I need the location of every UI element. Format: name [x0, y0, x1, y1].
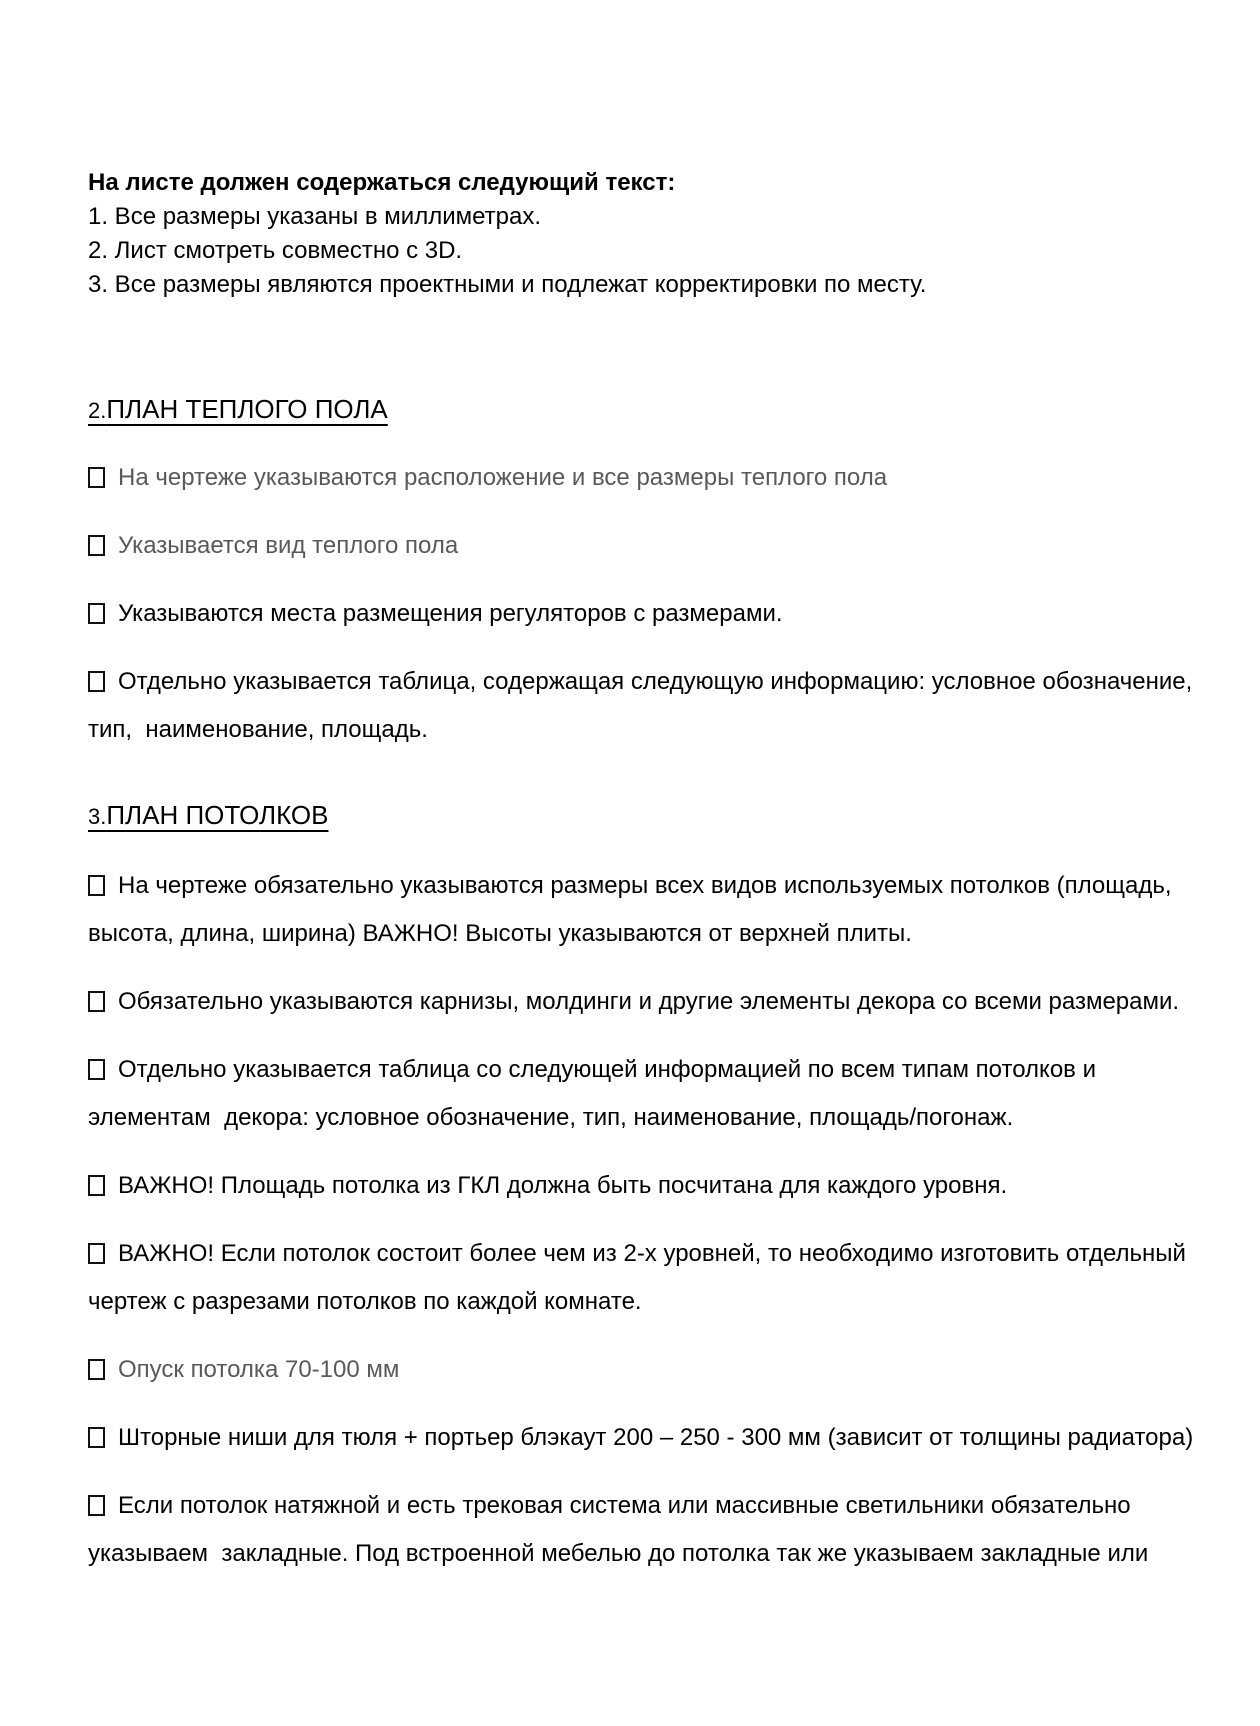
intro-note-1: 1. Все размеры указаны в миллиметрах.: [88, 203, 542, 230]
intro-block: [88, 166, 1220, 302]
section-title: ПЛАН ТЕПЛОГО ПОЛА: [106, 394, 388, 424]
checklist-item-text: На чертеже обязательно указываются размеры всех видов используемых потолков (площадь, высота, длина, ширина) ВАЖНО! Высоты указываются от верхней плиты.: [88, 872, 1185, 947]
checklist-item-text: Указывается вид теплого пола: [118, 532, 459, 559]
section-heading-warm-floor: [88, 392, 388, 428]
checklist-item: [88, 1414, 1220, 1462]
intro-note-3: 3. Все размеры являются проектными и подлежат корректировки по месту.: [88, 271, 927, 298]
checkbox-icon: [88, 1427, 105, 1448]
section-number: 3.: [88, 804, 107, 829]
checklist-item-text: ВАЖНО! Площадь потолка из ГКЛ должна быть посчитана для каждого уровня.: [118, 1172, 1008, 1199]
checklist-item-text: Указываются места размещения регуляторов с размерами.: [118, 600, 783, 627]
checklist-item: [88, 862, 1220, 958]
intro-heading: На листе должен содержаться следующий текст:: [88, 169, 676, 196]
checklist-item-text: Если потолок натяжной и есть трековая система или массивные светильники обязательно указываем закладные. Под встроенной мебелью до потолка так же указываем закладные или: [88, 1492, 1149, 1567]
checklist-item-text: Отдельно указывается таблица, содержащая следующую информацию: условное обозначение, тип, наименование, площадь.: [88, 668, 1199, 743]
checkbox-icon: [88, 467, 105, 488]
checkbox-icon: [88, 1243, 105, 1264]
checkbox-icon: [88, 1359, 105, 1380]
checkbox-icon: [88, 603, 105, 624]
checklist-item-text: Шторные ниши для тюля + портьер блэкаут 200 – 250 - 300 мм (зависит от толщины радиатора): [118, 1424, 1194, 1451]
checklist-item: [88, 1482, 1220, 1578]
checklist-item-text: Отдельно указывается таблица со следующей информацией по всем типам потолков и элементам декора: условное обозначение, тип, наименование, площадь/погонаж.: [88, 1056, 1103, 1131]
checklist-item: [88, 978, 1220, 1026]
checklist-item: [88, 522, 1220, 570]
section-ceilings: [88, 798, 1220, 834]
checkbox-icon: [88, 1495, 105, 1516]
section-warm-floor: [88, 392, 1220, 428]
checklist-item-text: Опуск потолка 70-100 мм: [118, 1356, 400, 1383]
section-title: ПЛАН ПОТОЛКОВ: [106, 800, 329, 830]
checklist-item: [88, 590, 1220, 638]
checklist-item: [88, 1162, 1220, 1210]
checklist-item: [88, 658, 1220, 754]
warm-floor-checklist: [88, 454, 1220, 754]
checkbox-icon: [88, 671, 105, 692]
checklist-item-text: Обязательно указываются карнизы, молдинги и другие элементы декора со всеми размерами.: [118, 988, 1180, 1015]
checkbox-icon: [88, 991, 105, 1012]
ceilings-checklist: [88, 862, 1220, 1578]
intro-note-2: 2. Лист смотреть совместно с 3D.: [88, 237, 463, 264]
checklist-item: [88, 1230, 1220, 1326]
checklist-item-text: ВАЖНО! Если потолок состоит более чем из 2-х уровней, то необходимо изготовить отдельный чертеж с разрезами потолков по каждой комнате.: [88, 1240, 1200, 1315]
checklist-item-text: На чертеже указываются расположение и все размеры теплого пола: [118, 464, 888, 491]
checkbox-icon: [88, 875, 105, 896]
checkbox-icon: [88, 1059, 105, 1080]
section-number: 2.: [88, 398, 107, 423]
checkbox-icon: [88, 1175, 105, 1196]
section-heading-ceilings: [88, 798, 329, 834]
checklist-item: [88, 1046, 1220, 1142]
checklist-item: [88, 1346, 1220, 1394]
checklist-item: [88, 454, 1220, 502]
checkbox-icon: [88, 535, 105, 556]
